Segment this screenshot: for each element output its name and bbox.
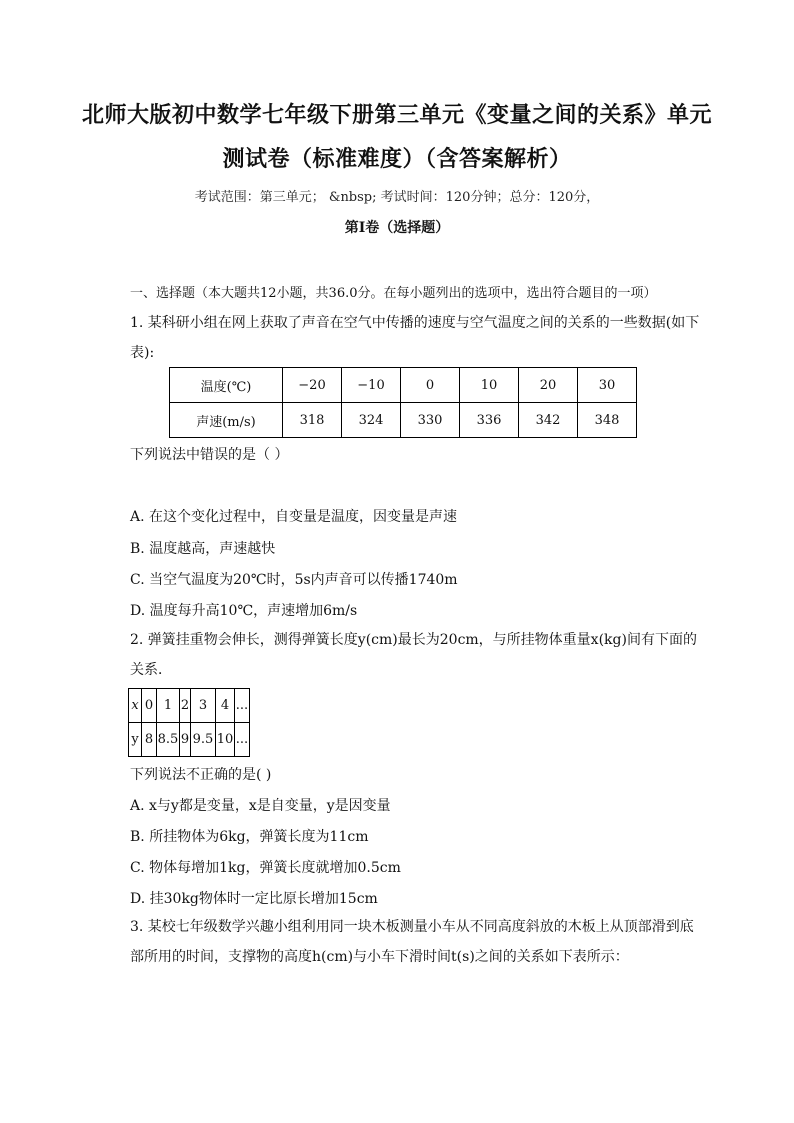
- part-heading: 第I卷（选择题）: [344, 220, 450, 236]
- table-cell: 0: [401, 368, 460, 403]
- table-row: [170, 368, 637, 403]
- table-cell: y: [129, 723, 142, 757]
- exam-info: 考试范围：第三单元； &nbsp; 考试时间：120分钟；总分：120分，: [194, 190, 600, 205]
- table-cell: 声速(m/s): [170, 403, 283, 438]
- table-row: [170, 403, 637, 438]
- table-cell: 20: [519, 368, 578, 403]
- table-cell: ...: [235, 723, 250, 757]
- table-cell: 2: [180, 689, 191, 723]
- table-cell: 330: [401, 403, 460, 438]
- table-cell: 9.5: [191, 723, 216, 757]
- q2-text: 2. 弹簧挂重物会伸长，测得弹簧长度y(cm)最长为20cm，与所挂物体重量x(kg)间有下面的关系．: [130, 632, 697, 678]
- table-cell: 318: [283, 403, 342, 438]
- table-cell: 9: [180, 723, 191, 757]
- table-cell: 30: [578, 368, 637, 403]
- table-cell: 1: [157, 689, 180, 723]
- table-cell: −20: [283, 368, 342, 403]
- q1-prompt: 下列说法中错误的是（ ）: [130, 447, 289, 463]
- table-cell: −10: [342, 368, 401, 403]
- table-cell: 温度(℃): [170, 368, 283, 403]
- q1-option-a[interactable]: A. 在这个变化过程中，自变量是温度，因变量是声速: [130, 509, 458, 525]
- q2-option-a[interactable]: A. x与y都是变量，x是自变量，y是因变量: [130, 798, 391, 814]
- table-cell: 342: [519, 403, 578, 438]
- table-cell: 10: [460, 368, 519, 403]
- q2-option-b[interactable]: B. 所挂物体为6kg，弹簧长度为11cm: [130, 829, 369, 845]
- q3-text: 3. 某校七年级数学兴趣小组利用同一块木板测量小车从不同高度斜放的木板上从顶部滑到底部所用的时间，支撑物的高度h(cm)与小车下滑时间t(s)之间的关系如下表所示：: [130, 919, 694, 965]
- q2-table: [128, 688, 250, 757]
- q1-text: 1. 某科研小组在网上获取了声音在空气中传播的速度与空气温度之间的关系的一些数据(如下表):: [130, 315, 700, 361]
- table-cell: 4: [216, 689, 235, 723]
- doc-title-line2: 测试卷（标准难度）（含答案解析）: [222, 146, 572, 172]
- q1-option-c[interactable]: C. 当空气温度为20℃时，5s内声音可以传播1740m: [130, 572, 458, 588]
- q2-prompt: 下列说法不正确的是( ): [130, 767, 272, 783]
- q2-option-d[interactable]: D. 挂30kg物体时一定比原长增加15cm: [130, 891, 378, 907]
- table-row: [129, 689, 250, 723]
- q2-option-c[interactable]: C. 物体每增加1kg，弹簧长度就增加0.5cm: [130, 860, 401, 876]
- table-cell: 348: [578, 403, 637, 438]
- table-cell: 8: [142, 723, 157, 757]
- table-cell: x: [129, 689, 142, 723]
- table-cell: 324: [342, 403, 401, 438]
- table-cell: ...: [235, 689, 250, 723]
- table-row: [129, 723, 250, 757]
- q1-table: [169, 367, 637, 438]
- q1-option-d[interactable]: D. 温度每升高10℃，声速增加6m/s: [130, 603, 358, 619]
- table-cell: 336: [460, 403, 519, 438]
- section-heading: 一、选择题（本大题共12小题，共36.0分。在每小题列出的选项中，选出符合题目的一项）: [130, 286, 657, 301]
- table-cell: 3: [191, 689, 216, 723]
- table-cell: 10: [216, 723, 235, 757]
- doc-title-line1: 北师大版初中数学七年级下册第三单元《变量之间的关系》单元: [81, 102, 712, 128]
- q1-option-b[interactable]: B. 温度越高，声速越快: [130, 541, 276, 557]
- table-cell: 0: [142, 689, 157, 723]
- table-cell: 8.5: [157, 723, 180, 757]
